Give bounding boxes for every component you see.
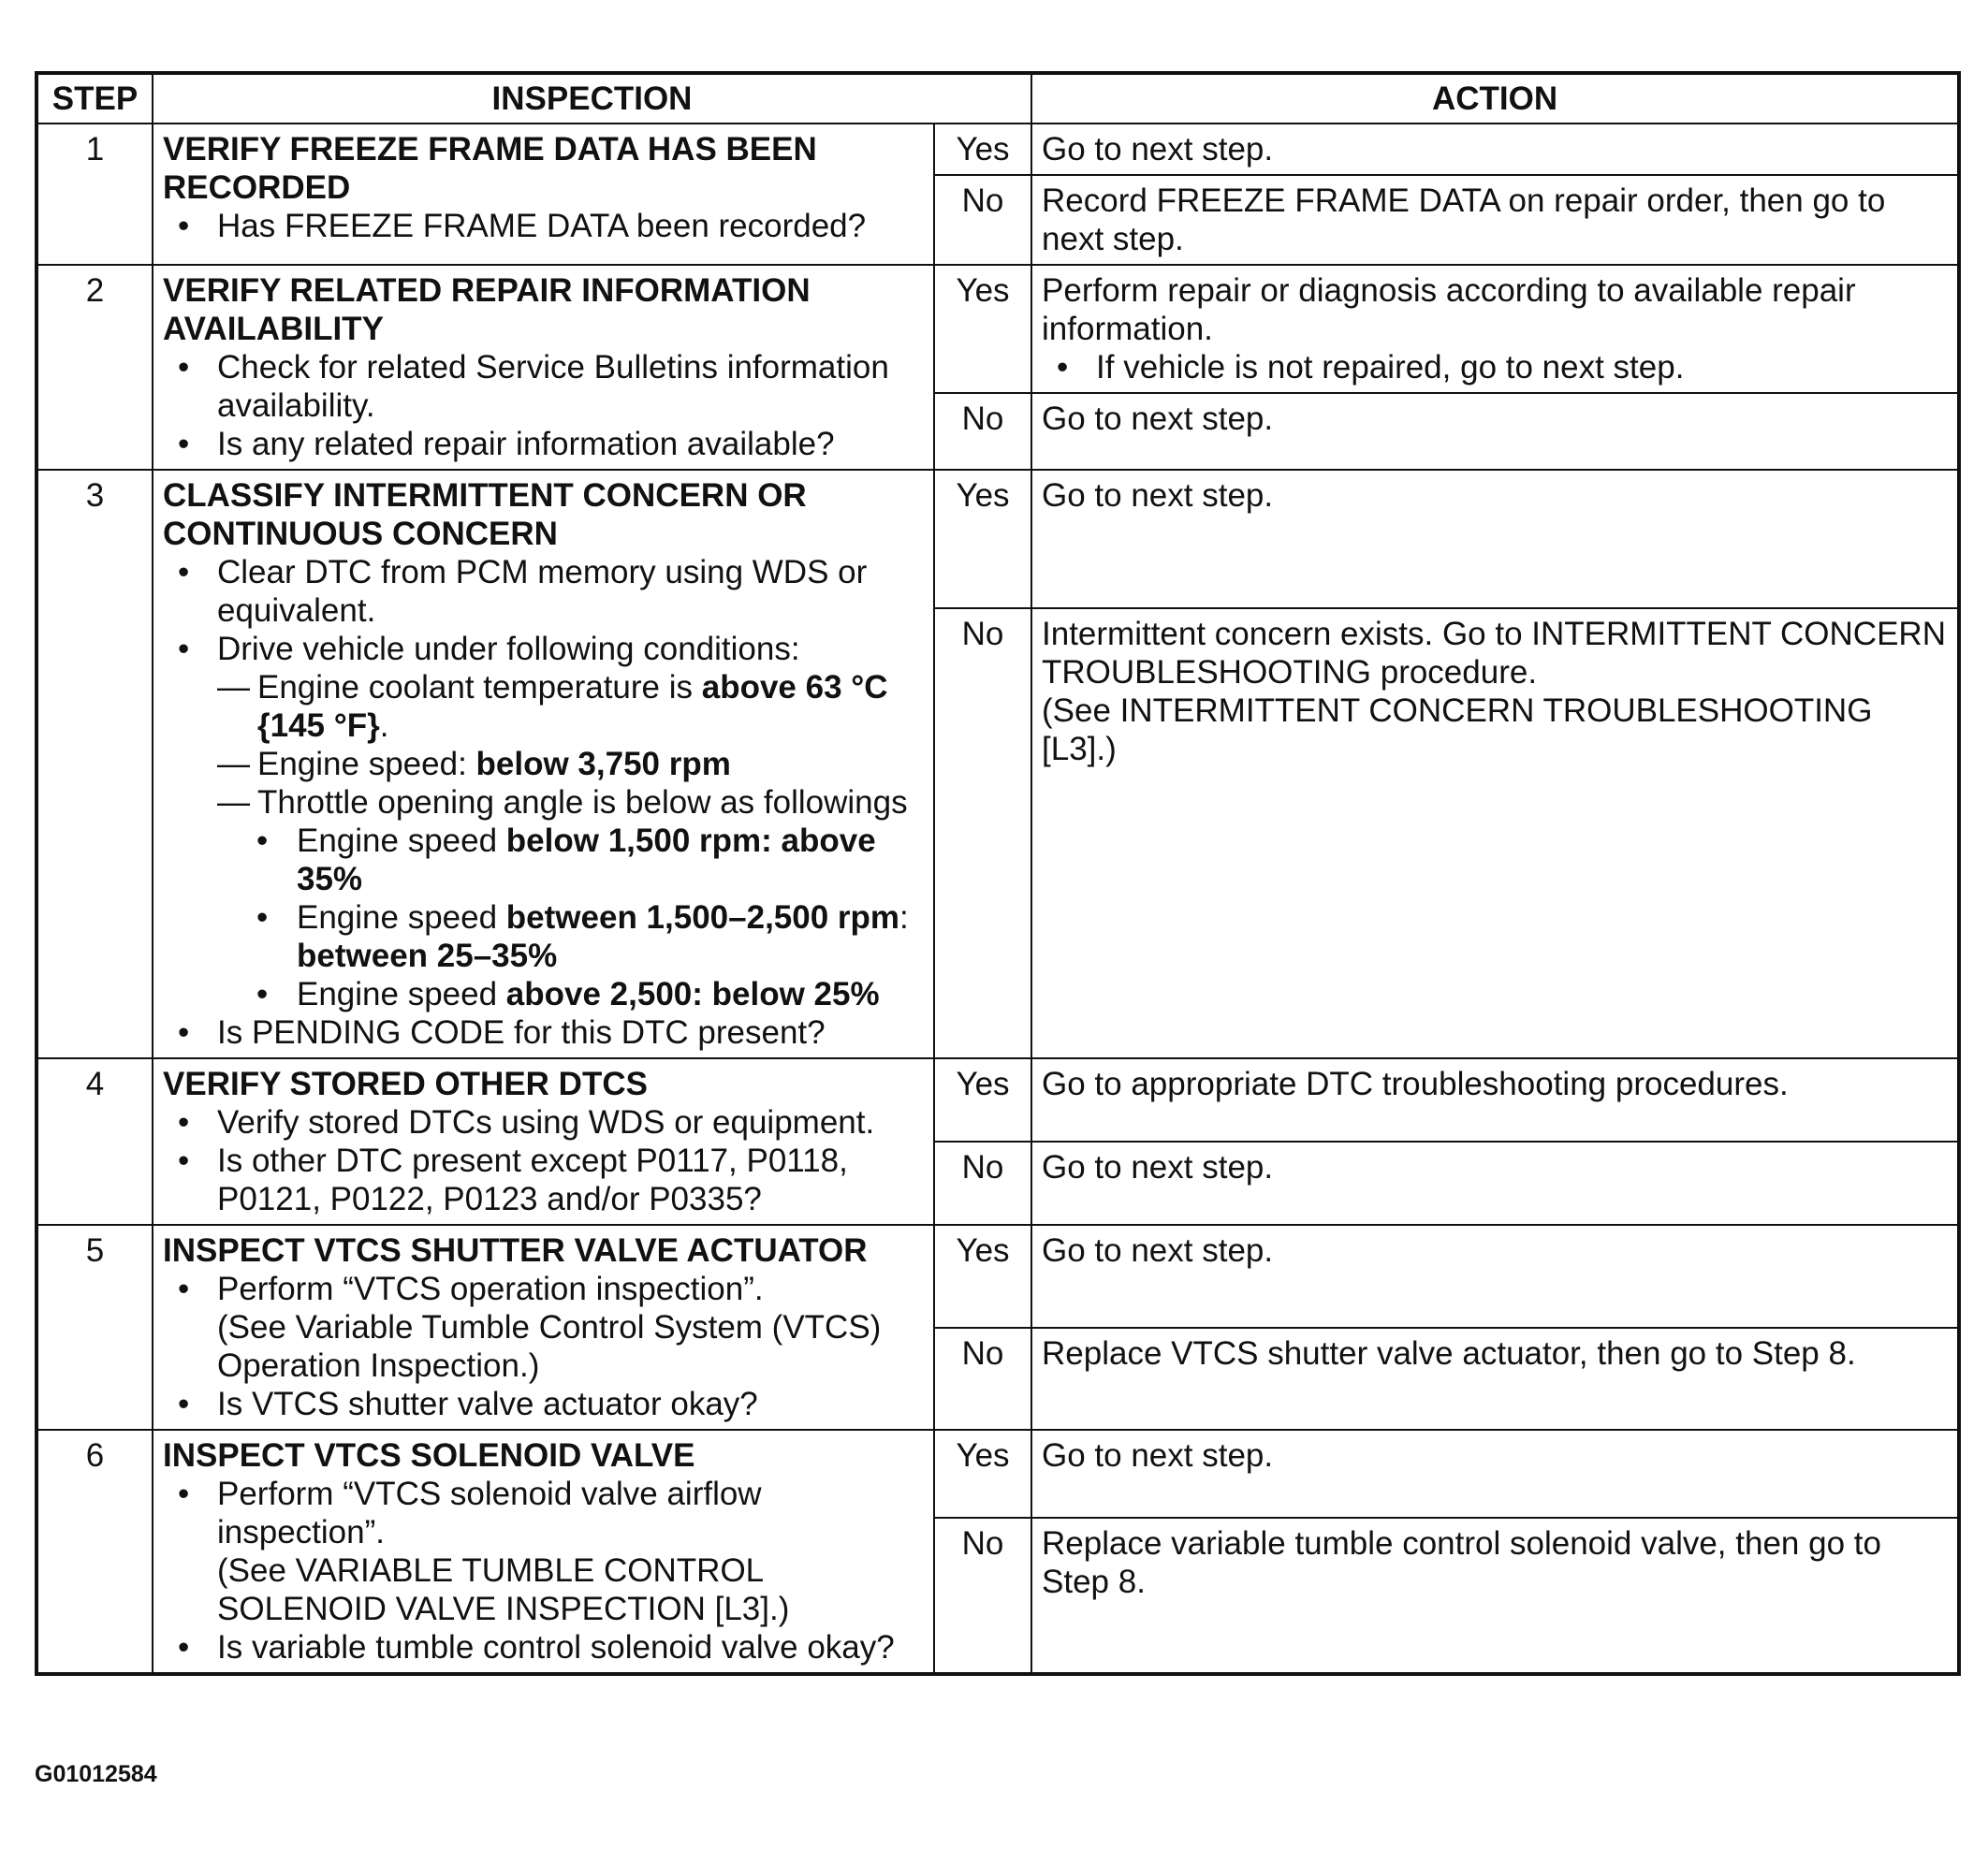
condition-value: below 1,500 rpm: above 35% [297,823,876,897]
document [35,71,1957,1676]
inspection-title: CLASSIFY INTERMITTENT CONCERN OR CONTINUOUS CONCERN [163,477,807,552]
condition-text: Engine speed [297,823,506,859]
condition-value: above 2,500: below 25% [505,976,880,1012]
table-row [37,470,1959,608]
condition-value: below 3,750 rpm [475,746,731,782]
table-row [37,265,1959,393]
sub-condition-item [163,898,924,975]
list-item: • Has FREEZE FRAME DATA been recorded? [163,207,924,245]
answer-yes: Yes [934,470,1031,608]
inspection-title: VERIFY FREEZE FRAME DATA HAS BEEN RECORDED [163,131,817,206]
diagnostic-table [35,71,1961,1676]
step-number: 3 [37,470,153,1058]
list-item-text: • Perform “VTCS solenoid valve airflow inspection”. [217,1476,762,1551]
list-item: • Verify stored DTCs using WDS or equipment. [163,1103,924,1142]
inspection-cell [153,1058,934,1225]
action-no: Go to next step. [1031,393,1959,470]
list-item [163,1475,924,1628]
answer-no: No [934,175,1031,265]
action-text: Perform repair or diagnosis according to available repair information. [1042,272,1856,347]
inspection-title: VERIFY STORED OTHER DTCS [163,1066,648,1102]
inspection-title: INSPECT VTCS SHUTTER VALVE ACTUATOR [163,1232,868,1269]
header-inspection: INSPECTION [153,73,1031,124]
condition-text: . [379,707,389,744]
list-item-reference: (See Variable Tumble Control System (VTCS) Operation Inspection.) [217,1309,882,1384]
sub-condition-item [163,822,924,898]
condition-text: Engine speed: [257,746,476,782]
inspection-cell [153,1430,934,1674]
condition-value: above 63 °C {145 °F} [257,669,888,744]
action-yes: Go to next step. [1031,124,1959,175]
answer-yes: Yes [934,265,1031,393]
table-row [37,1225,1959,1328]
step-number: 6 [37,1430,153,1674]
inspection-cell [153,1225,934,1430]
inspection-cell [153,470,934,1058]
action-no [1031,608,1959,1058]
answer-no: No [934,1328,1031,1431]
condition-value: between 1,500–2,500 rpm [505,899,900,936]
condition-text: Engine speed [297,976,506,1012]
step-number: 5 [37,1225,153,1430]
answer-yes: Yes [934,1225,1031,1328]
step-number: 2 [37,265,153,470]
answer-no: No [934,1142,1031,1225]
table-row [37,1430,1959,1518]
list-item: • Is VTCS shutter valve actuator okay? [163,1385,924,1423]
step-number: 4 [37,1058,153,1225]
list-item [163,1270,924,1385]
sub-condition-item [163,975,924,1013]
inspection-cell [153,265,934,470]
list-item: • Clear DTC from PCM memory using WDS or equivalent. [163,553,924,630]
condition-text: Engine speed [297,899,506,936]
step-number: 1 [37,124,153,265]
header-action: ACTION [1031,73,1959,124]
condition-item [163,745,924,783]
list-item: • Check for related Service Bulletins information availability. [163,348,924,425]
condition-item [163,668,924,745]
list-item-reference: (See VARIABLE TUMBLE CONTROL SOLENOID VALVE INSPECTION [L3].) [217,1552,790,1627]
inspection-title: INSPECT VTCS SOLENOID VALVE [163,1437,695,1474]
action-text: Intermittent concern exists. Go to INTERMITTENT CONCERN TROUBLESHOOTING procedure. [1042,616,1946,692]
answer-yes: Yes [934,124,1031,175]
inspection-cell [153,124,934,265]
action-yes: Go to next step. [1031,1225,1959,1328]
inspection-title: VERIFY RELATED REPAIR INFORMATION AVAILABILITY [163,272,811,347]
action-yes [1031,265,1959,393]
list-item: • Is other DTC present except P0117, P0118, P0121, P0122, P0123 and/or P0335? [163,1142,924,1218]
action-reference: (See INTERMITTENT CONCERN TROUBLESHOOTING [L3].) [1042,692,1873,768]
action-no: Go to next step. [1031,1142,1959,1225]
table-row [37,1058,1959,1142]
action-yes: Go to next step. [1031,470,1959,608]
list-item: • Is variable tumble control solenoid valve okay? [163,1628,924,1667]
action-yes: Go to next step. [1031,1430,1959,1518]
list-item: • Is PENDING CODE for this DTC present? [163,1013,924,1052]
answer-yes: Yes [934,1430,1031,1518]
answer-no: No [934,393,1031,470]
answer-no: No [934,1518,1031,1674]
condition-item: — Throttle opening angle is below as followings [163,783,924,822]
action-no: Replace variable tumble control solenoid valve, then go to Step 8. [1031,1518,1959,1674]
action-yes: Go to appropriate DTC troubleshooting procedures. [1031,1058,1959,1142]
header-row [37,73,1959,124]
answer-yes: Yes [934,1058,1031,1142]
condition-text: : [899,899,909,936]
table-row [37,124,1959,175]
condition-value: between 25–35% [297,938,558,974]
list-item: • Drive vehicle under following conditions: [163,630,924,668]
header-step: STEP [37,73,153,124]
condition-text: Engine coolant temperature is [257,669,702,706]
action-no: Record FREEZE FRAME DATA on repair order, then go to next step. [1031,175,1959,265]
action-no: Replace VTCS shutter valve actuator, then go to Step 8. [1031,1328,1959,1431]
list-item: • Is any related repair information available? [163,425,924,463]
figure-code: G01012584 [35,1761,157,1787]
answer-no: No [934,608,1031,1058]
list-item-text: • Perform “VTCS operation inspection”. [217,1271,764,1307]
action-bullet: • If vehicle is not repaired, go to next step. [1042,348,1948,386]
